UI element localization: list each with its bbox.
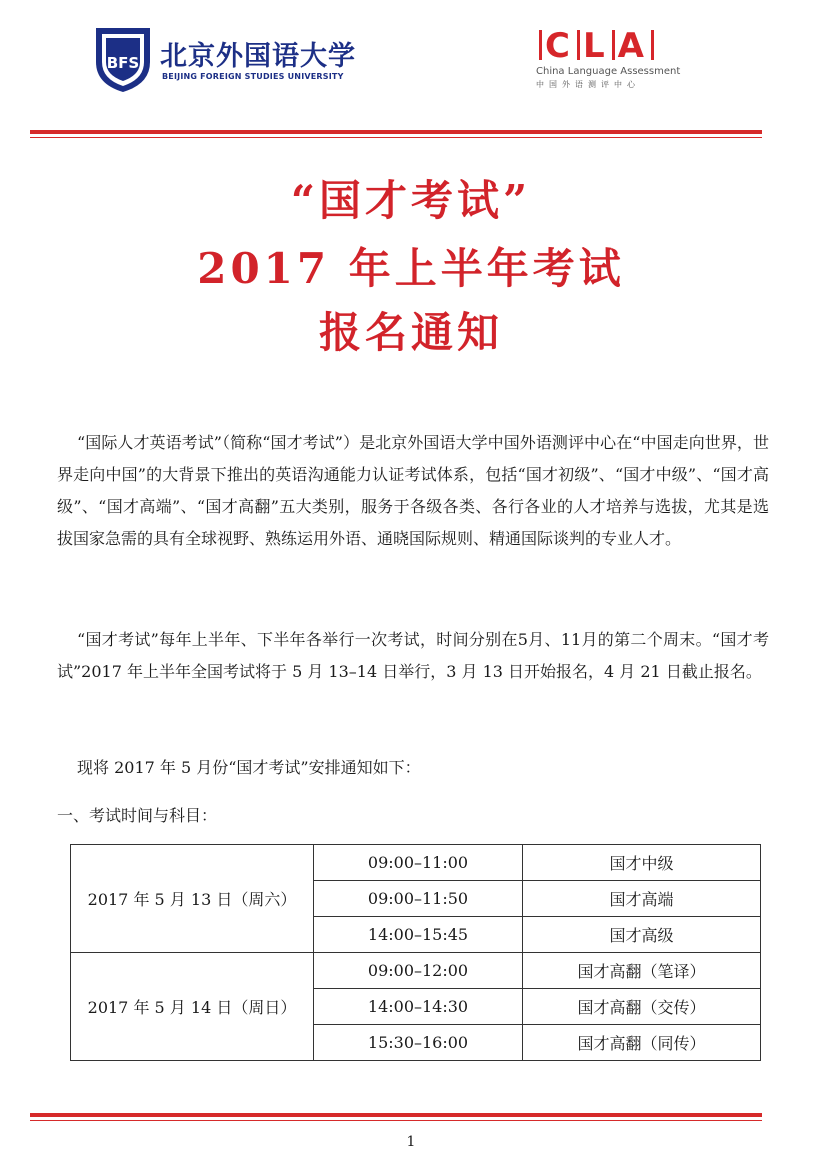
- bfsu-seal-logo: [92, 24, 154, 94]
- subject-cell: 国才高翻（交传）: [523, 989, 761, 1025]
- time-cell: 14:00–15:45: [314, 917, 523, 953]
- time-cell: 09:00–12:00: [314, 953, 523, 989]
- bfsu-name-cn: 北京外国语大学: [160, 41, 356, 72]
- cla-name-en: China Language Assessment: [536, 66, 681, 77]
- table-row: [71, 953, 761, 989]
- title-line-3: 报名通知: [318, 308, 503, 357]
- time-cell: 15:30–16:00: [314, 1025, 523, 1061]
- paragraph-schedule: [57, 624, 769, 688]
- subject-cell: 国才中级: [523, 845, 761, 881]
- header-divider: [30, 130, 762, 138]
- page-number: 1: [406, 1134, 416, 1150]
- bfsu-name-en: BEIJING FOREIGN STUDIES UNIVERSITY: [162, 72, 344, 81]
- date-cell: 2017 年 5 月 14 日（周日）: [71, 953, 314, 1061]
- table-row: [71, 845, 761, 881]
- cla-wordmark: [536, 28, 716, 64]
- paragraph-schedule-text: “国才考试”每年上半年、下半年各举行一次考试，时间分别在5月、11月的第二个周末。“国才考试”2017 年上半年全国考试将于 5 月 13–14 日举行，3 月 13 日开始报名，4 月 21 日截止报名。: [57, 630, 769, 681]
- paragraph-intro: [57, 427, 769, 555]
- cla-letter-l: L: [582, 26, 609, 66]
- time-cell: 09:00–11:00: [314, 845, 523, 881]
- paragraph-notice: 现将 2017 年 5 月份“国才考试”安排通知如下：: [77, 758, 421, 777]
- time-cell: 09:00–11:50: [314, 881, 523, 917]
- date-cell: 2017 年 5 月 13 日（周六）: [71, 845, 314, 953]
- footer-divider: [30, 1113, 762, 1121]
- cla-logo: [536, 28, 716, 90]
- exam-schedule-table: [70, 844, 761, 1061]
- subject-cell: 国才高级: [523, 917, 761, 953]
- cla-letter-c: C: [545, 26, 574, 66]
- time-cell: 14:00–14:30: [314, 989, 523, 1025]
- subject-cell: 国才高翻（同传）: [523, 1025, 761, 1061]
- bfsu-seal-text: BFS: [106, 54, 140, 72]
- title-line-2: 2017 年上半年考试: [197, 244, 625, 293]
- cla-letter-a: A: [617, 26, 648, 66]
- subject-cell: 国才高端: [523, 881, 761, 917]
- letterhead: [0, 0, 822, 140]
- subject-cell: 国才高翻（笔译）: [523, 953, 761, 989]
- cla-name-cn: 中国外语测评中心: [536, 80, 640, 89]
- section-heading: 一、考试时间与科目：: [57, 806, 218, 825]
- title-line-1: “国才考试”: [290, 176, 532, 225]
- paragraph-intro-text: “国际人才英语考试”（简称“国才考试”）是北京外国语大学中国外语测评中心在“中国走向世界，世界走向中国”的大背景下推出的英语沟通能力认证考试体系，包括“国才初级”、“国才中级”、“国才高级”、“国才高端”、“国才高翻”五大类别，服务于各级各类、各行各业的人才培养与选拔，尤其是选拔国家急需的具有全球视野、熟练运用外语、通晓国际规则、精通国际谈判的专业人才。: [57, 433, 769, 548]
